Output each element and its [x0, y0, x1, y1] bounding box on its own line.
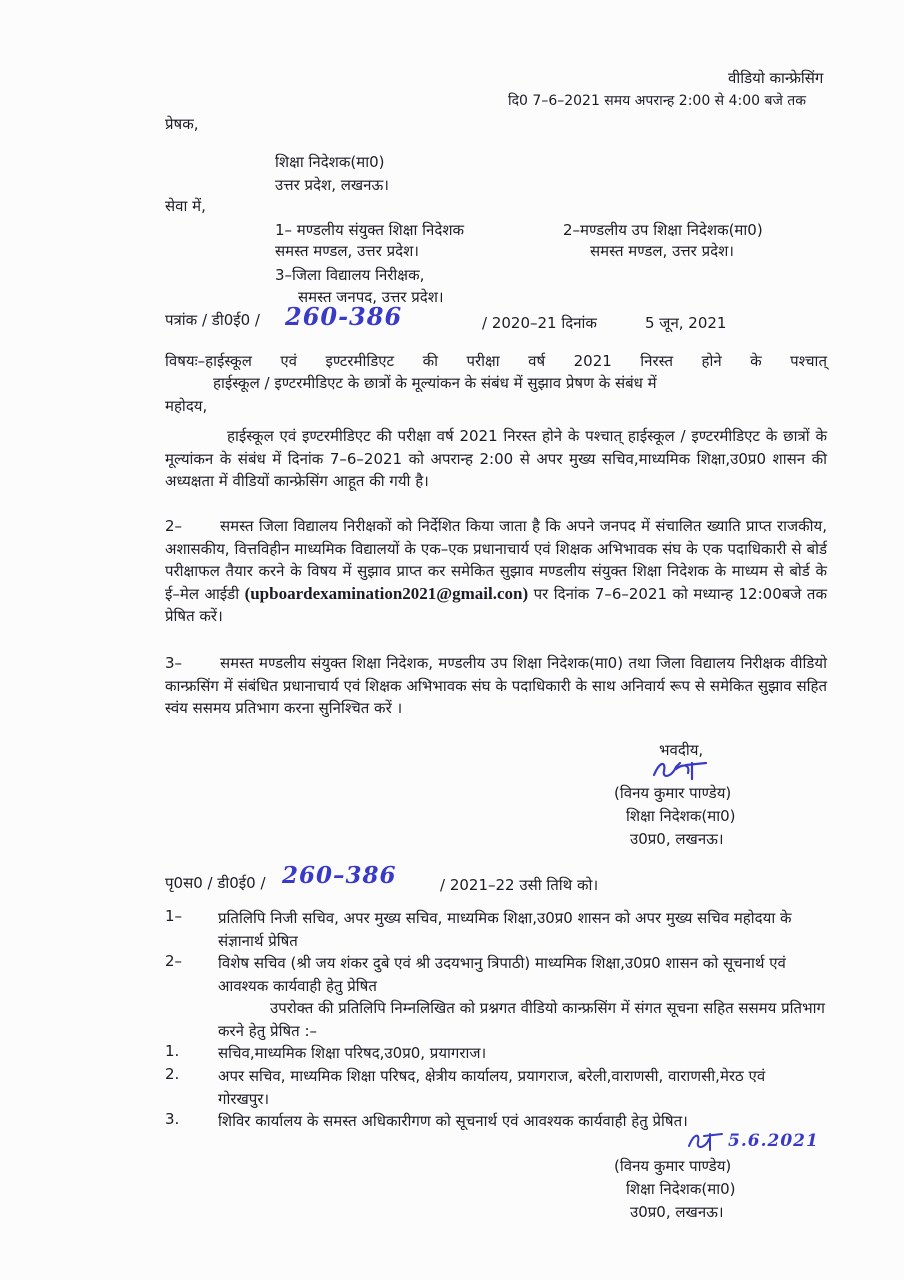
signature-1-place: उ0प्र0, लखनऊ। [630, 830, 724, 848]
copy-item-1: प्रतिलिपि निजी सचिव, अपर मुख्य सचिव, माध्यमिक शिक्षा,उ0प्र0 शासन को अपर मुख्य सचिव महोदया के संज्ञानार्थ प्रेषित [218, 909, 792, 950]
recipient-2-line1: 2–मण्डलीय उप शिक्षा निदेशक(मा0) [563, 221, 763, 239]
copy-item-2: विशेष सचिव (श्री जय शंकर दुबे एवं श्री उदयभानु त्रिपाठी) माध्यमिक शिक्षा,उ0प्र0 शासन को सूचनार्थ एवं आवश्यक कार्यवाही हेतु प्रेषित [218, 954, 786, 995]
sender-line1: शिक्षा निदेशक(मा0) [275, 153, 385, 171]
reference-date: 5 जून, 2021 [645, 314, 727, 332]
body-paragraph-3-number: 3– [165, 654, 183, 672]
list-item-3: शिविर कार्यालय के समस्त अधिकारीगण को सूचनार्थ एवं आवश्यक कार्यवाही हेतु प्रेषित। [218, 1112, 688, 1130]
board-email: (upboardexamination2021@gmail.con) [244, 583, 529, 603]
body-paragraph-1 [165, 425, 827, 493]
recipient-3-line2: समस्त जनपद, उत्तर प्रदेश। [298, 288, 444, 306]
copy-item-1-number: 1– [165, 907, 183, 925]
subject-line2: हाईस्कूल / इण्टरमीडिएट के छात्रों के मूल्यांकन के संबंध में सुझाव प्रेषण के संबंध में [213, 374, 657, 392]
endorsement-number: 260–386 [282, 862, 397, 889]
signature-2-image [686, 1130, 726, 1154]
reference-prefix: पत्रांक / डी0ई0 / [165, 311, 260, 329]
copy-intro [218, 997, 830, 1042]
endorsement-prefix: पृ0स0 / डी0ई0 / [165, 874, 266, 892]
recipient-3-line1: 3–जिला विद्यालय निरीक्षक, [275, 266, 425, 284]
endorsement-suffix: / 2021–22 उसी तिथि को। [440, 876, 599, 894]
recipient-1-line1: 1– मण्डलीय संयुक्त शिक्षा निदेशक [275, 221, 465, 239]
reference-suffix: / 2020–21 दिनांक [482, 314, 597, 332]
signature-1-designation: शिक्षा निदेशक(मा0) [626, 807, 736, 825]
closing: भवदीय, [659, 741, 704, 759]
vc-label: वीडियो कान्फ्रेसिंग [728, 69, 824, 87]
body-paragraph-2-text-a: समस्त जिला विद्यालय निरीक्षकों को निर्देशित किया जाता है कि अपने जनपद में संचालित ख्याति प्राप्त राजकीय, अशासकीय, वित्तविहीन माध्यमिक विद्यालयों के एक–एक प्रधानाचार्य एवं शिक्षक अभिभावक संघ के एक पदाधिकारी से बोर्ड परीक्षाफल तैयार करने के विषय में सुझाव प्राप्त कर समेकित सुझाव मण्डलीय संयुक्त शिक्षा निदेशक के माध्यम से बोर्ड के ई–मेल आईडी [165, 517, 827, 603]
body-paragraph-2-number: 2– [165, 517, 183, 535]
salutation: महोदय, [165, 397, 208, 415]
recipient-1-line2: समस्त मण्डल, उत्तर प्रदेश। [275, 242, 419, 260]
body-paragraph-2 [165, 515, 827, 628]
list-item-2-number: 2. [165, 1065, 180, 1083]
body-paragraph-3 [165, 652, 827, 720]
reference-number: 260-386 [285, 302, 403, 331]
body-paragraph-2-text-b: पर दिनांक 7–6–2021 को मध्यान्ह 12:00बजे तक प्रेषित करें। [165, 584, 827, 625]
copy-item-2-number: 2– [165, 952, 183, 970]
signature-1-image [650, 757, 714, 783]
subject-line1: विषयः–हाईस्कूल एवं इण्टरमीडिएट की परीक्षा वर्ष 2021 निरस्त होने के पश्चात् [165, 352, 827, 370]
signature-2-name: (विनय कुमार पाण्डेय) [614, 1157, 732, 1175]
body-paragraph-1-text: हाईस्कूल एवं इण्टरमीडिएट की परीक्षा वर्ष 2021 निरस्त होने के पश्चात् हाईस्कूल / इण्टरमीडिएट के छात्रों के मूल्यांकन के संबंध में दिनांक 7–6–2021 को अपरान्ह 2:00 से अपर मुख्य सचिव,माध्यमिक शिक्षा,उ0प्र0 शासन की अध्यक्षता में वीडियों कान्फ्रेसिंग आहूत की गयी है। [165, 427, 828, 490]
recipients-label: सेवा में, [165, 197, 206, 215]
copy-intro-text: उपरोक्त की प्रतिलिपि निम्नलिखित को प्रश्नगत वीडियो कान्फ्रसिंग में संगत सूचना सहित ससमय प्रतिभाग करने हेतु प्रेषित :– [218, 999, 825, 1040]
sender-label: प्रेषक, [165, 115, 199, 133]
sender-line2: उत्तर प्रदेश, लखनऊ। [275, 176, 389, 194]
list-item-3-number: 3. [165, 1110, 180, 1128]
list-item-2: अपर सचिव, माध्यमिक शिक्षा परिषद, क्षेत्रीय कार्यालय, प्रयागराज, बरेली,वाराणसी, वाराणसी,मेरठ एवं गोरखपुर। [218, 1067, 766, 1108]
list-item-1: सचिव,माध्यमिक शिक्षा परिषद,उ0प्र0, प्रयागराज। [218, 1044, 487, 1062]
signature-1-name: (विनय कुमार पाण्डेय) [614, 784, 732, 802]
recipient-2-line2: समस्त मण्डल, उत्तर प्रदेश। [590, 242, 734, 260]
body-paragraph-3-text: समस्त मण्डलीय संयुक्त शिक्षा निदेशक, मण्डलीय उप शिक्षा निदेशक(मा0) तथा जिला विद्यालय निरीक्षक वीडियो कान्फ्रसिंग में संबंधित प्रधानाचार्य एवं शिक्षक अभिभावक संघ के पदाधिकारी के साथ अनिवार्य रूप से समेकित सुझाव सहित स्वंय ससमय प्रतिभाग करना सुनिश्चित करें । [165, 654, 827, 717]
list-item-1-number: 1. [165, 1042, 180, 1060]
vc-time: दि0 7–6–2021 समय अपरान्ह 2:00 से 4:00 बजे तक [508, 93, 807, 109]
signature-2-place: उ0प्र0, लखनऊ। [630, 1203, 724, 1221]
signature-2-designation: शिक्षा निदेशक(मा0) [626, 1180, 736, 1198]
signature-2-date: 5.6.2021 [728, 1131, 819, 1151]
